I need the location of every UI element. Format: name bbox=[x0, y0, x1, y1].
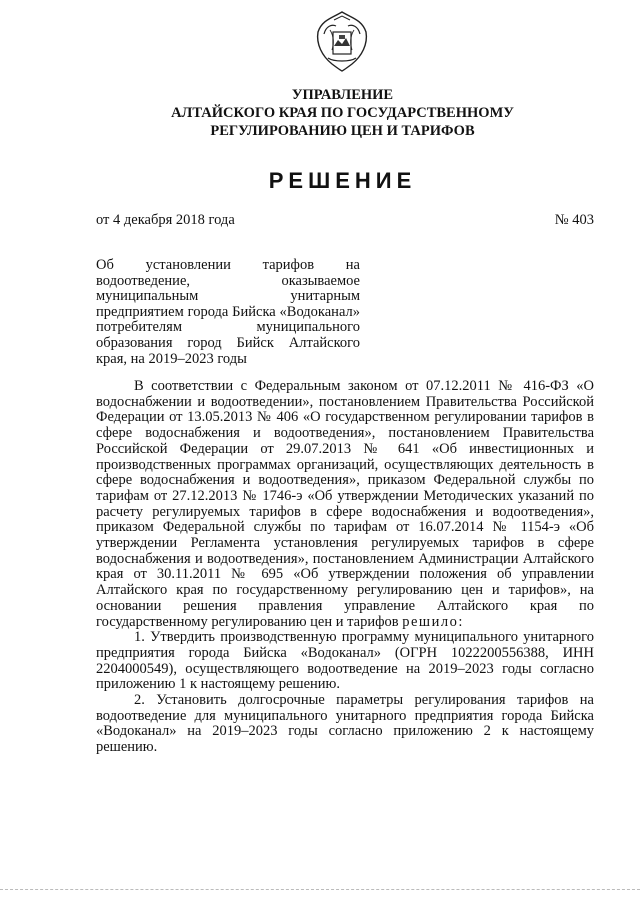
preamble-text: В соответствии с Федеральным законом от 07.12.2011 № 416-ФЗ «О водоснабжении и водоотведении», постановлением Правительства Российской Федерации от 13.05.2013 № 406 «О государственном регулировании тарифов в сфере водоснабжения и водоотведения», постановлением Правительства Российской Федерации от 29.07.2013 № 641 «Об инвестиционных и производственных программах организаций, осуществляющих деятельность в сфере водоснабжения и водоотведения», приказом Федеральной службы по тарифам от 27.12.2013 № 1746-э «Об утверждении Методических указаний по расчету регулируемых тарифов в сфере водоснабжения и водоотведения», приказом Федеральной службы по тарифам от 16.07.2014 № 1154-э «Об утверждении Регламента установления регулируемых тарифов в сфере водоснабжения и водоотведения», постановлением Администрации Алтайского края от 30.11.2011 № 695 «Об утверждении положения об управлении Алтайского края по государственному регулированию цен и тарифов», на основании решения правления управление Алтайского края по государственному регулированию цен и тарифов bbox=[96, 378, 594, 630]
document-number: № 403 bbox=[554, 212, 594, 228]
document-subject: Об установлении тарифов на водоотведение, оказываемое муниципальным унитарным предприятием города Бийска «Водоканал» потребителям муниципального образования город Бийск Алтайского края, на 2019–2023 годы bbox=[96, 257, 360, 367]
document-title: РЕШЕНИЕ bbox=[268, 168, 417, 193]
decided-word: решило: bbox=[402, 613, 464, 630]
coat-of-arms-emblem bbox=[314, 10, 370, 72]
document-body bbox=[96, 379, 594, 756]
item-1-paragraph: 1. Утвердить производственную программу муниципального унитарного предприятия города Бийска «Водоканал» (ОГРН 1022200556388, ИНН 2204000549), осуществляющего водоотведение на 2019–2023 годы согласно приложению 1 к настоящему решению. bbox=[96, 629, 594, 693]
org-name-line1: УПРАВЛЕНИЕ bbox=[291, 87, 394, 103]
org-name-line3: РЕГУЛИРОВАНИЮ ЦЕН И ТАРИФОВ bbox=[210, 123, 475, 139]
org-name-line2: АЛТАЙСКОГО КРАЯ ПО ГОСУДАРСТВЕННОМУ bbox=[171, 105, 514, 121]
preamble-paragraph bbox=[96, 379, 594, 630]
document-date: от 4 декабря 2018 года bbox=[96, 212, 235, 228]
item-2-paragraph: 2. Установить долгосрочные параметры регулирования тарифов на водоотведение для муниципального унитарного предприятия города Бийска «Водоканал» на 2019–2023 годы согласно приложению 2 к настоящему решению. bbox=[96, 692, 594, 756]
page-bottom-divider bbox=[0, 889, 640, 890]
